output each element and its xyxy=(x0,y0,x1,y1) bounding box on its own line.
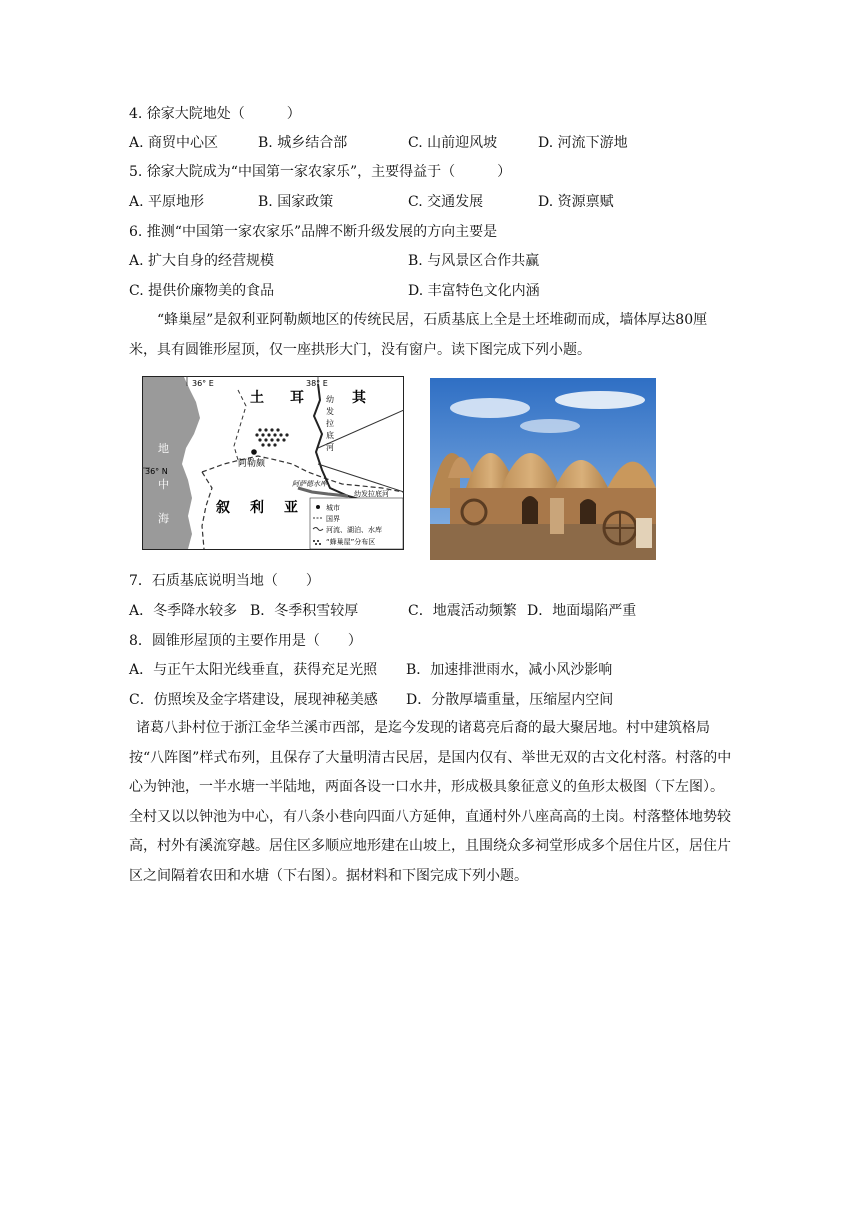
q8-option-d: D．分散厚墙重量，压缩屋内空间 xyxy=(406,692,614,708)
map-sea-char-2: 中 xyxy=(158,478,169,491)
map-river-char-1: 幼 xyxy=(326,395,334,404)
map-lon-36-label: 36° E xyxy=(192,379,214,388)
q5-option-b: B. 国家政策 xyxy=(258,194,334,210)
passage-zhuge-village: 诸葛八卦村位于浙江金华兰溪市西部，是迄今发现的诸葛亮后裔的最大聚居地。村中建筑格局按“八阵图”样式布列，且保存了大量明清古民居，是国内仅有、举世无双的古文化村落。村落的中心为钟池，一半水塘一半陆地，两面各设一口水井，形成极具象征意义的鱼形太极图（下左图）。全村又以以钟池为中心，有八条小巷向四面八方延伸，直通村外八座高高的土岗。村落整体地势较高，村外有溪流穿越。居住区多顺应地形建在山坡上，且围绕众多祠堂形成多个居住片区，居住片区之间隔着农田和水塘（下右图）。据材料和下图完成下列小题。 xyxy=(129,720,732,884)
legend-border: 国界 xyxy=(326,515,340,523)
q4-option-d: D. 河流下游地 xyxy=(538,135,628,151)
q8-stem: 8．圆锥形屋顶的主要作用是（ ） xyxy=(129,633,362,649)
legend-city: 城市 xyxy=(326,504,340,512)
passage-beehive-houses: “蜂巢屋”是叙利亚阿勒颇地区的传统民居，石质基底上全是土坯堆砌而成，墙体厚达80厘米，具有圆锥形屋顶，仅一座拱形大门，没有窗户。读下图完成下列小题。 xyxy=(129,312,708,358)
q8-option-c: C．仿照埃及金字塔建设，展现神秘美感 xyxy=(129,692,378,708)
q7-option-c: C．地震活动频繁 xyxy=(408,603,517,619)
q4-option-b: B. 城乡结合部 xyxy=(258,135,348,151)
map-syria-char-1: 叙 xyxy=(216,500,230,516)
q5-stem: 5. 徐家大院成为“中国第一家农家乐”，主要得益于（ ） xyxy=(129,164,512,180)
q4-option-c: C. 山前迎风坡 xyxy=(408,135,498,151)
map-turkey-char-1: 土 xyxy=(250,390,264,406)
syria-map xyxy=(142,376,404,550)
map-lon-38-label: 38° E xyxy=(306,379,328,388)
q5-option-d: D. 资源禀赋 xyxy=(538,194,614,210)
legend-beehive: “蜂巢屋”分布区 xyxy=(326,538,376,546)
map-sea-char-3: 海 xyxy=(158,512,169,525)
q6-stem: 6. 推测“中国第一家农家乐”品牌不断升级发展的方向主要是 xyxy=(129,224,498,240)
map-river-char-3: 拉 xyxy=(326,419,334,428)
q7-option-a: A．冬季降水较多 xyxy=(129,603,238,619)
q8-option-b: B．加速排泄雨水，减小风沙影响 xyxy=(406,662,613,678)
map-river-label: 幼发拉底河 xyxy=(354,490,389,498)
q5-option-c: C. 交通发展 xyxy=(408,194,484,210)
q6-option-b: B. 与风景区合作共赢 xyxy=(408,253,540,269)
map-legend xyxy=(310,498,403,549)
map-reservoir-label: 阿萨德水库 xyxy=(292,480,327,488)
q4-stem: 4. 徐家大院地处（ ） xyxy=(129,106,301,122)
legend-water: 河流、湖泊、水库 xyxy=(326,526,382,534)
map-river-char-4: 底 xyxy=(326,431,334,440)
q8-option-a: A．与正午太阳光线垂直，获得充足光照 xyxy=(129,662,378,678)
map-syria-char-2: 利 xyxy=(250,500,264,516)
map-river-char-5: 河 xyxy=(326,443,334,452)
map-syria-char-3: 亚 xyxy=(284,500,298,516)
q6-option-d: D. 丰富特色文化内涵 xyxy=(408,283,540,299)
q6-option-c: C. 提供价廉物美的食品 xyxy=(129,283,275,299)
map-sea-char-1: 地 xyxy=(158,442,169,455)
q7-option-d: D．地面塌陷严重 xyxy=(527,603,637,619)
q5-option-a: A. 平原地形 xyxy=(129,194,205,210)
beehive-houses-photo xyxy=(430,378,656,560)
map-river-char-2: 发 xyxy=(326,407,334,416)
q4-option-a: A. 商贸中心区 xyxy=(129,135,219,151)
map-turkey-char-2: 耳 xyxy=(290,390,304,406)
map-city-label: 阿勒颇 xyxy=(238,459,266,469)
map-lat-36-label: 36° N xyxy=(145,467,168,476)
q6-option-a: A. 扩大自身的经营规模 xyxy=(129,253,275,269)
q7-option-b: B．冬季积雪较厚 xyxy=(250,603,359,619)
q7-stem: 7．石质基底说明当地（ ） xyxy=(129,573,320,589)
map-turkey-char-3: 其 xyxy=(352,390,366,406)
